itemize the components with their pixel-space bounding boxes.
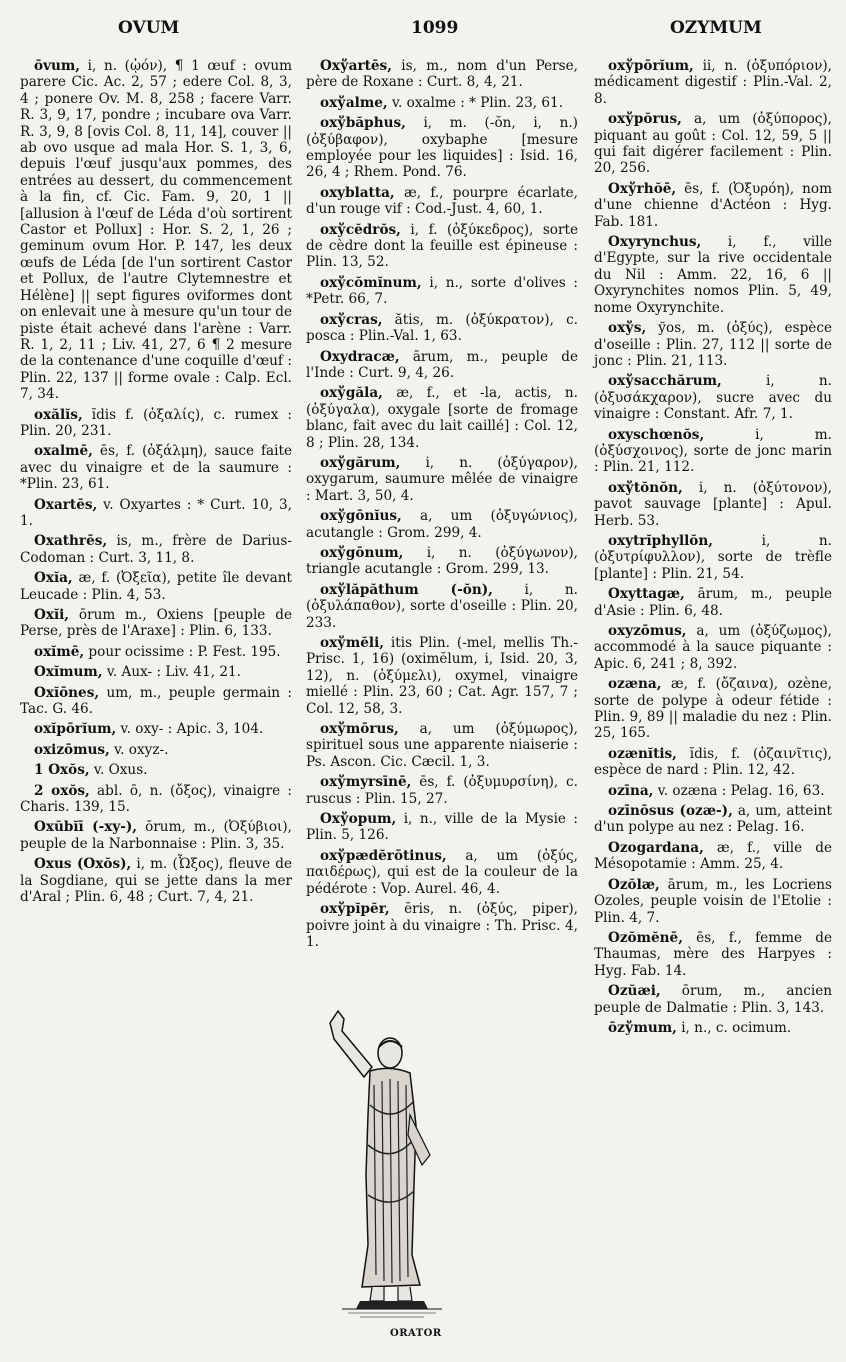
entry-definition: i, n., c. ocimum. <box>676 1019 792 1036</box>
entry-headword: oxўmōrus, <box>320 721 399 738</box>
entry-definition: ārum, m., les Locriens Ozoles, peuple voisin de l'Etolie : Plin. 4, 7. <box>594 876 832 926</box>
entry-definition: is, m., frère de Darius-Codoman : Curt. 3, 11, 8. <box>20 533 292 566</box>
entry-headword: Ozogardana, <box>608 839 704 856</box>
entry-headword: oxizōmus, <box>34 741 110 758</box>
entry-headword: ozæna, <box>608 676 662 693</box>
dictionary-entry <box>594 983 832 1016</box>
entry-definition: itis Plin. (-mel, mellis Th.-Prisc. 1, 16) (oximĕlum, i, Isid. 20, 3, 12), n. (ὀξύμελι), oxymel, vinaigre miellé : Plin. 23, 60 ; Cat. Agr. 157, 7 ; Col. 12, 58, 3. <box>306 635 578 717</box>
dictionary-entry <box>306 508 578 541</box>
column-2 <box>306 58 578 954</box>
page-number: 1099 <box>411 18 459 38</box>
dictionary-entry <box>306 385 578 451</box>
header-guide-left: OVUM <box>118 18 180 38</box>
entry-definition: æ, f. (Ὀξεῖα), petite île devant Leucade : Plin. 4, 53. <box>20 570 292 603</box>
dictionary-entry <box>594 623 832 672</box>
entry-definition: ēs, f. (ὀξάλμη), sauce faite avec du vinaigre et de la saumure : *Plin. 23, 61. <box>20 443 292 493</box>
dictionary-entry <box>20 664 292 680</box>
entry-definition: æ, f., et -la, actis, n. (ὀξύγαλα), oxygale [sorte de fromage blanc, fait avec du lait caillé] : Col. 12, 8 ; Plin. 28, 134. <box>306 385 578 451</box>
entry-headword: oxўpŏrus, <box>608 111 682 128</box>
entry-headword: oxўcĕdrŏs, <box>320 221 401 238</box>
dictionary-entry <box>20 497 292 530</box>
entry-definition: æ, f. (ὄζαινα), ozène, sorte de polype à odeur fétide : Plin. 9, 89 || maladie du nez : Plin. 25, 165. <box>594 676 832 742</box>
dictionary-entry <box>20 443 292 492</box>
entry-headword: oxўgōnĭus, <box>320 508 402 525</box>
dictionary-entry <box>306 901 578 950</box>
entry-headword: Ozŏlæ, <box>608 876 660 893</box>
entry-definition: v. oxyz-. <box>109 741 169 758</box>
entry-definition: ĭdis f. (ὀξαλίς), c. rumex : Plin. 20, 231. <box>20 406 292 439</box>
dictionary-entry <box>306 58 578 91</box>
dictionary-entry <box>306 95 578 111</box>
dictionary-entry <box>306 349 578 382</box>
entry-definition: i, n. (ὀξύγαρον), oxygarum, saumure mêlée de vinaigre : Mart. 3, 50, 4. <box>306 454 578 504</box>
dictionary-entry <box>594 877 832 926</box>
entry-headword: ōvum, <box>34 58 80 74</box>
entry-definition: i, n. (ὀξύτονον), pavot sauvage [plante] : Apul. Herb. 53. <box>594 479 832 529</box>
entry-definition: v. oxy- : Apic. 3, 104. <box>116 721 264 738</box>
entry-headword: ōzўmum, <box>608 1019 677 1036</box>
dictionary-entry <box>306 774 578 807</box>
entry-headword: Oxĭi, <box>34 607 70 623</box>
dictionary-entry <box>306 115 578 181</box>
entry-headword: Oxŭbĭī (-xy-), <box>34 819 138 836</box>
entry-headword: oxўmĕli, <box>320 635 384 651</box>
entry-definition: a, um (ὀξύς, παιδέρως), qui est de la couleur de la pédérote : Vop. Aurel. 46, 4. <box>306 847 578 897</box>
entry-definition: ārum, m., peuple d'Asie : Plin. 6, 48. <box>594 586 832 619</box>
entry-definition: ēs, f., femme de Thaumas, mère des Harpyes : Hyg. Fab. 14. <box>594 929 832 979</box>
entry-definition: i, n. (ὀξύγωνον), triangle acutangle : Grom. 299, 13. <box>306 544 578 578</box>
entry-definition: um, m., peuple germain : Tac. G. 46. <box>20 684 292 718</box>
entry-definition: i, m. (-ŏn, i, n.) (ὀξύβαφον), oxybaphe [mesure employée pour les liquides] : Isid. 16, 26, 4 ; Rhem. Pond. 76. <box>306 115 578 181</box>
entry-definition: i, n., ville de la Mysie : Plin. 5, 126. <box>306 811 578 844</box>
dictionary-entry <box>594 234 832 316</box>
entry-headword: Oxўopum, <box>320 811 397 828</box>
dictionary-entry <box>594 111 832 177</box>
dictionary-entry <box>594 930 832 979</box>
header-guide-right: OZYMUM <box>670 18 762 38</box>
entry-definition: ĭdis, f. (ὀζαινῖτις), espèce de nard : Plin. 12, 42. <box>594 745 832 779</box>
page-header <box>0 18 846 42</box>
dictionary-entry <box>306 582 578 631</box>
entry-headword: oxălĭs, <box>34 406 83 423</box>
dictionary-entry <box>20 819 292 852</box>
entry-definition: v. ozæna : Pelag. 16, 63. <box>653 782 825 799</box>
entry-headword: oxyschœnŏs, <box>608 426 705 443</box>
entry-headword: oxўlăpăthum (-ŏn), <box>320 581 493 598</box>
entry-headword: Oxўartēs, <box>320 58 392 74</box>
entry-headword: oxўalme, <box>320 94 388 111</box>
entry-definition: a, um (ὀξύπορος), piquant au goût : Col. 12, 59, 5 || qui fait digérer facilement : Plin. 20, 256. <box>594 111 832 177</box>
entry-definition: v. Oxus. <box>89 762 148 779</box>
entry-definition: a, um (ὀξύζωμος), accommodé à la sauce piquante : Apic. 6, 241 ; 8, 392. <box>594 623 832 672</box>
dictionary-entry <box>306 545 578 578</box>
entry-definition: i, m. (Ὦξος), fleuve de la Sogdiane, qui se jette dans la mer d'Aral ; Plin. 6, 48 ; Curt. 7, 4, 21. <box>20 856 293 906</box>
entry-headword: Oxўrhŏē, <box>608 180 677 197</box>
dictionary-entry <box>306 635 578 717</box>
entry-headword: Oxĭmum, <box>34 664 103 681</box>
entry-headword: Oxĭa, <box>34 570 73 587</box>
entry-definition: æ, f., ville de Mésopotamie : Amm. 25, 4. <box>594 839 832 873</box>
entry-headword: oxĭmē, <box>34 643 85 660</box>
dictionary-entry <box>306 811 578 844</box>
entry-headword: oxyblatta, <box>320 184 395 201</box>
dictionary-entry <box>306 275 578 308</box>
entry-headword: oxўs, <box>608 320 647 337</box>
entry-headword: Oxyttagæ, <box>608 586 685 603</box>
entry-headword: oxĭpōrĭum, <box>34 721 117 738</box>
dictionary-entry <box>594 803 832 836</box>
entry-definition: pour ocissime : P. Fest. 195. <box>84 643 281 660</box>
entry-definition: ii, n. (ὀξυπόριον), médicament digestif : Plin.-Val. 2, 8. <box>594 58 832 107</box>
entry-definition: is, m., nom d'un Perse, père de Roxane : Curt. 8, 4, 21. <box>306 58 578 91</box>
entry-definition: ārum, m., peuple de l'Inde : Curt. 9, 4, 26. <box>306 348 578 381</box>
dictionary-entry <box>20 58 292 403</box>
entry-headword: oxyzōmus, <box>608 623 687 639</box>
entry-definition: i, f. (ὀξύκεδρος), sorte de cèdre dont la feuille est épineuse : Plin. 13, 52. <box>306 221 578 271</box>
entry-headword: oxўgărum, <box>320 454 401 471</box>
dictionary-entry <box>594 676 832 742</box>
entry-definition: ēs, f. (ὀξυμυρσίνη), c. ruscus : Plin. 15, 27. <box>306 774 578 807</box>
entry-definition: æ, f., pourpre écarlate, d'un rouge vif : Cod.-Just. 4, 60, 1. <box>306 184 578 218</box>
entry-headword: ozænĭtis, <box>608 745 677 762</box>
entry-headword: oxўpōrĭum, <box>608 58 694 74</box>
dictionary-entry <box>594 840 832 873</box>
dictionary-entry <box>306 848 578 897</box>
entry-headword: oxўpædĕrōtinus, <box>320 847 447 864</box>
orator-statue-icon <box>312 1005 472 1325</box>
dictionary-entry <box>306 312 578 345</box>
entry-definition: v. oxalme : * Plin. 23, 61. <box>387 94 564 111</box>
dictionary-entry <box>594 373 832 422</box>
entry-headword: oxўpĭpĕr, <box>320 901 390 918</box>
dictionary-entry <box>594 586 832 619</box>
entry-headword: oxўcras, <box>320 311 383 328</box>
entry-headword: oxўcŏmĭnum, <box>320 274 422 291</box>
dictionary-entry <box>20 685 292 718</box>
entry-headword: oxўsacchărum, <box>608 373 722 390</box>
entry-definition: ўos, m. (ὀξύς), espèce d'oseille : Plin. 27, 112 || sorte de jonc : Plin. 21, 113. <box>594 320 832 369</box>
dictionary-entry <box>594 480 832 529</box>
entry-headword: ozīnōsus (ozæ-), <box>608 803 733 820</box>
entry-headword: oxўgōnum, <box>320 544 404 561</box>
entry-definition: i, n. (ὀξυλάπαθον), sorte d'oseille : Plin. 20, 233. <box>306 581 578 631</box>
entry-headword: oxўmyrsīnē, <box>320 774 412 791</box>
column-1 <box>20 58 292 910</box>
entry-headword: Oxus (Oxŏs), <box>34 856 132 873</box>
dictionary-entry <box>306 222 578 271</box>
dictionary-entry <box>20 533 292 566</box>
entry-definition: i, f., ville d'Egypte, sur la rive occidentale du Nil : Amm. 22, 16, 6 || Oxyrynchites nomos Plin. 5, 49, nome Oxyrynchite. <box>594 234 832 316</box>
entry-headword: oxўbăphus, <box>320 115 406 132</box>
dictionary-entry <box>594 320 832 369</box>
entry-headword: Oxĭōnes, <box>34 684 100 701</box>
dictionary-entry <box>20 407 292 440</box>
dictionary-entry <box>20 856 292 905</box>
entry-definition: v. Oxyartes : * Curt. 10, 3, 1. <box>20 496 292 529</box>
dictionary-entry <box>594 783 832 799</box>
dictionary-entry <box>594 181 832 230</box>
dictionary-entry <box>20 783 292 816</box>
dictionary-entry <box>594 746 832 779</box>
dictionary-entry <box>20 762 292 778</box>
entry-headword: Oxartēs, <box>34 496 98 513</box>
entry-headword: 2 oxŏs, <box>34 782 90 799</box>
dictionary-entry <box>20 742 292 758</box>
column-3 <box>594 58 832 1040</box>
orator-illustration <box>312 1005 472 1350</box>
figure-caption: ORATOR <box>390 1328 442 1339</box>
entry-headword: Oxydracæ, <box>320 348 400 365</box>
dictionary-entry <box>20 607 292 640</box>
dictionary-entry <box>306 185 578 218</box>
entry-definition: i, n. (ᾠόν), ¶ 1 œuf : ovum parere Cic. Ac. 2, 57 ; edere Col. 8, 3, 4 ; ponere Ov. M. 8, 258 ; facere Varr. R. 3, 9, 17, pondre ; incubare ova Varr. R. 3, 9, 8 [ovis Col. 8, 11, 14], couver || ab ovo usque ad mala Hor. S. 1, 3, 6, depuis l'œuf jusqu'aux pommes, des entrées au dessert, du commencement à la fin, cf. Cic. Fam. 9, 20, 1 || [allusion à l'œuf de Léda d'où sortirent Castor et Pollux] : Hor. S. 2, 1, 26 ; geminum ovum Hor. P. 147, les deux œufs de Léda [de l'un sortirent Castor et Pollux, de l'autre Clytemnestre et Hélène] || sept figures oviformes dont on enlevait une à mesure qu'un tour de piste était achevé dans l'arène : Varr. R. 1, 2, 11 ; Liv. 41, 27, 6 ¶ 2 mesure de la contenance d'une coquille d'œuf : Plin. 22, 137 || forme ovale : Calp. Ecl. 7, 34. <box>20 58 292 403</box>
entry-headword: Oxyrynchus, <box>608 234 702 251</box>
entry-definition: v. Aux- : Liv. 41, 21. <box>102 664 241 681</box>
dictionary-entry <box>20 570 292 603</box>
entry-definition: i, n., sorte d'olives : *Petr. 66, 7. <box>306 274 578 308</box>
entry-definition: i, m. (ὀξύσχοινος), sorte de jonc marin : Plin. 21, 112. <box>594 426 832 476</box>
entry-headword: oxytrĭphyllŏn, <box>608 532 713 549</box>
entry-definition: ēs, f. (Ὀξυρόη), nom d'une chienne d'Actéon : Hyg. Fab. 181. <box>594 180 832 230</box>
entry-headword: Ozŏmĕnē, <box>608 929 683 946</box>
dictionary-entry <box>594 58 832 107</box>
entry-definition: ōrum, m., ancien peuple de Dalmatie : Plin. 3, 143. <box>594 983 832 1016</box>
entry-definition: a, um (ὀξύμωρος), spirituel sous une apparente niaiserie : Ps. Ascon. Cic. Cæcil. 1, 3. <box>306 721 578 770</box>
dictionary-entry <box>594 1020 832 1036</box>
entry-definition: a, um, atteint d'un polype au nez : Pelag. 16. <box>594 803 832 836</box>
entry-definition: abl. ō, n. (ὄξος), vinaigre : Charis. 139, 15. <box>20 782 292 816</box>
entry-definition: ĕris, n. (ὀξύς, piper), poivre joint à du vinaigre : Th. Prisc. 4, 1. <box>306 901 578 950</box>
dictionary-entry <box>594 427 832 476</box>
dictionary-entry <box>594 533 832 582</box>
entry-headword: 1 Oxŏs, <box>34 762 90 779</box>
entry-definition: ōrum m., Oxiens [peuple de Perse, près de l'Araxe] : Plin. 6, 133. <box>20 607 292 640</box>
entry-headword: Ozŭæi, <box>608 983 661 1000</box>
dictionary-entry <box>20 644 292 660</box>
entry-definition: a, um (ὀξυγώνιος), acutangle : Grom. 299, 4. <box>306 508 578 541</box>
entry-headword: Oxathrēs, <box>34 533 108 550</box>
entry-definition: i, n. (ὀξυσάκχαρον), sucre avec du vinaigre : Constant. Afr. 7, 1. <box>594 373 832 423</box>
entry-headword: ozīna, <box>608 782 654 799</box>
entry-headword: oxalmē, <box>34 443 93 460</box>
dictionary-entry <box>306 455 578 504</box>
entry-definition: ătis, m. (ὀξύκρατον), c. posca : Plin.-Val. 1, 63. <box>306 311 578 345</box>
dictionary-entry <box>306 721 578 770</box>
entry-headword: oxўtŏnŏn, <box>608 479 683 496</box>
entry-headword: oxўgăla, <box>320 385 383 402</box>
entry-definition: ōrum, m., (Ὀξύβιοι), peuple de la Narbonnaise : Plin. 3, 35. <box>20 819 293 852</box>
dictionary-entry <box>20 721 292 737</box>
entry-definition: i, n. (ὀξυτρίφυλλον), sorte de trèfle [plante] : Plin. 21, 54. <box>594 532 832 582</box>
